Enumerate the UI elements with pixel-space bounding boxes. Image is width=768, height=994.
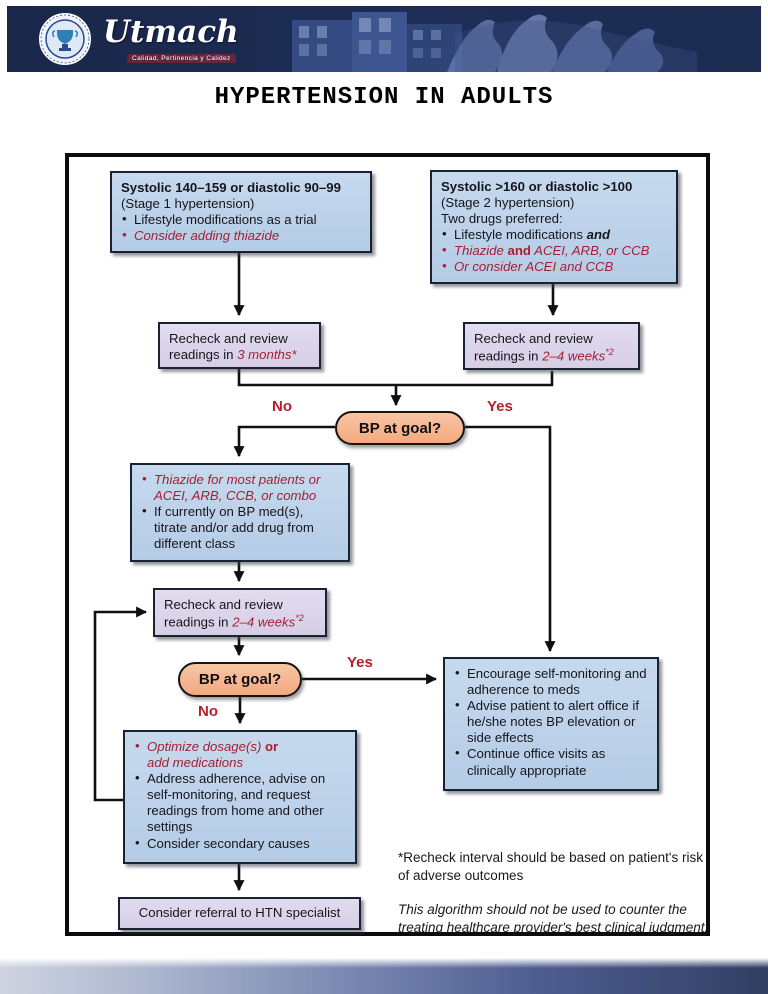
- stage2-subtitle: (Stage 2 hypertension): [441, 195, 575, 211]
- stage2-bullet: • Lifestyle modifications and: [441, 227, 667, 243]
- stage2-bullet: • Thiazide and ACEI, ARB, or CCB: [441, 243, 667, 259]
- recheck-2-4weeks-box: [463, 322, 640, 370]
- yes-label-1: Yes: [487, 398, 513, 415]
- recheck-line: readings in 2–4 weeks$^{*2}$: [164, 613, 304, 630]
- decision-label: BP at goal?: [358, 419, 442, 437]
- stage1-subtitle: (Stage 1 hypertension): [121, 196, 255, 212]
- optimize-bullet: • Address adherence, advise on self-monitoring, and request readings from home and other settings: [134, 771, 346, 835]
- bp-goal-decision-2: [178, 662, 302, 697]
- recheck-line: Recheck and review: [164, 597, 283, 612]
- stage1-box: [110, 171, 372, 253]
- footnote-disclaimer: This algorithm should not be used to counter the treating healthcare provider's best clinical judgment.: [398, 902, 709, 935]
- footnote-recheck: *Recheck interval should be based on patient's risk of adverse outcomes: [398, 850, 704, 883]
- no-label-1: No: [272, 398, 292, 415]
- bp-goal-decision-1: [335, 411, 465, 445]
- banner: [7, 6, 761, 72]
- stage1-title: Systolic 140–159 or diastolic 90–99: [121, 180, 341, 195]
- stage1-bullet: • Consider adding thiazide: [121, 228, 361, 244]
- recheck-line: readings in 3 months*: [169, 347, 297, 363]
- decision-label: BP at goal?: [198, 671, 282, 688]
- stage2-line: Two drugs preferred:: [441, 211, 563, 227]
- therapy-bullet: • Thiazide for most patients or ACEI, ARB, CCB, or combo: [141, 472, 339, 504]
- maintenance-bullet: • Continue office visits as clinically appropriate: [454, 746, 648, 778]
- page-title: HYPERTENSION IN ADULTS: [214, 84, 554, 111]
- referral-box: Consider referral to HTN specialist: [118, 897, 361, 930]
- drug-therapy-box: [130, 463, 350, 562]
- recheck-line: Recheck and review: [474, 331, 593, 346]
- footer-band: [0, 958, 768, 994]
- optimize-box: [123, 730, 357, 864]
- optimize-bullet: • Optimize dosage(s) or add medications: [134, 739, 346, 771]
- stage2-box: [430, 170, 678, 284]
- therapy-bullet: • If currently on BP med(s), titrate and/or add drug from different class: [141, 504, 339, 552]
- maintenance-bullet: • Encourage self-monitoring and adherence to meds: [454, 666, 648, 698]
- recheck-3months-box: [158, 322, 321, 369]
- stage2-bullet: • Or consider ACEI and CCB: [441, 259, 667, 275]
- brand-wordmark: Utmach: [103, 14, 239, 50]
- brand-tagline: Calidad, Pertinencia y Calidez: [127, 54, 236, 63]
- recheck-line: Recheck and review: [169, 331, 288, 346]
- recheck-line: readings in 2–4 weeks$^{*2}$: [474, 347, 614, 364]
- university-logo: [39, 13, 91, 65]
- university-seal-icon: [39, 13, 91, 65]
- stage1-bullet: • Lifestyle modifications as a trial: [121, 212, 361, 228]
- optimize-bullet: • Consider secondary causes: [134, 836, 346, 852]
- no-label-2: No: [198, 703, 218, 720]
- stage2-title: Systolic >160 or diastolic >100: [441, 179, 633, 194]
- maintenance-bullet: • Advise patient to alert office if he/she notes BP elevation or side effects: [454, 698, 648, 746]
- yes-label-2: Yes: [347, 654, 373, 671]
- maintenance-box: [443, 657, 659, 791]
- recheck-2-4weeks-box-2: [153, 588, 327, 637]
